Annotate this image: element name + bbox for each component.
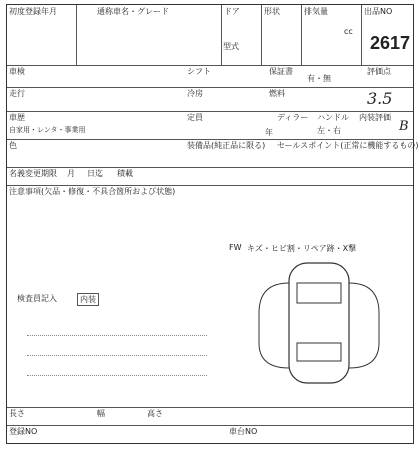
inspection-label: 車検	[9, 67, 25, 76]
handle-value: 左・右	[317, 126, 341, 135]
warranty-value: 有・無	[307, 74, 331, 83]
shift-label: シフト	[187, 67, 211, 76]
history-sub: 自家用・レンタ・事業用	[9, 126, 86, 134]
warranty-label: 保証書	[269, 67, 293, 76]
selling-label: セールスポイント(正常に機能するもの)	[277, 141, 419, 150]
interior-label: 内装評価	[359, 113, 391, 122]
fw-label: FW	[229, 243, 242, 252]
lot-label: 出品NO	[364, 7, 393, 16]
handle-label: ハンドル	[317, 113, 349, 122]
width-label: 幅	[97, 409, 105, 418]
name-grade-label: 通称車名・グレード	[97, 7, 169, 16]
auction-sheet	[6, 4, 419, 444]
header-row	[7, 5, 413, 66]
fuel-label: 燃料	[269, 89, 285, 98]
length-label: 長さ	[9, 409, 25, 418]
first-reg-label: 初度登録年月	[9, 7, 57, 16]
month-label: 月	[67, 169, 75, 178]
equipment-label: 装備品(純正品に限る)	[187, 141, 266, 150]
inspector-sub: 内装	[77, 293, 99, 306]
model-label: 型式	[223, 42, 239, 51]
door-label: ドア	[224, 7, 240, 16]
reg-no-label: 登録NO	[9, 427, 38, 436]
ac-label: 冷房	[187, 89, 203, 98]
day-label: 日迄	[87, 169, 103, 178]
car-diagram	[229, 243, 409, 403]
fw-sub: キズ・ヒビ割・リペア跡・X撃	[247, 244, 357, 253]
history-label: 車歴	[9, 113, 25, 122]
shape-label: 形状	[264, 7, 280, 16]
score-label: 評価点	[367, 67, 391, 76]
cc-unit: cc	[344, 27, 353, 36]
notes-label: 注意事項(欠品・修復・不具合箇所および状態)	[9, 187, 176, 196]
height-label: 高さ	[147, 409, 163, 418]
color-label: 色	[9, 141, 17, 150]
displacement-label: 排気量	[304, 7, 328, 16]
score-value: 3.5	[367, 89, 393, 108]
load-label: 積載	[117, 169, 133, 178]
chassis-no-label: 車台NO	[229, 427, 258, 436]
mileage-label: 走行	[9, 89, 25, 98]
dealer-label: ディラー	[277, 113, 309, 122]
inspector-label: 検査員記入	[17, 294, 57, 303]
interior-value: B	[399, 119, 409, 134]
lot-number: 2617	[370, 33, 411, 53]
year-label: 年	[265, 128, 273, 137]
capacity-label: 定員	[187, 113, 203, 122]
title-change-label: 名義変更期限	[9, 169, 57, 178]
